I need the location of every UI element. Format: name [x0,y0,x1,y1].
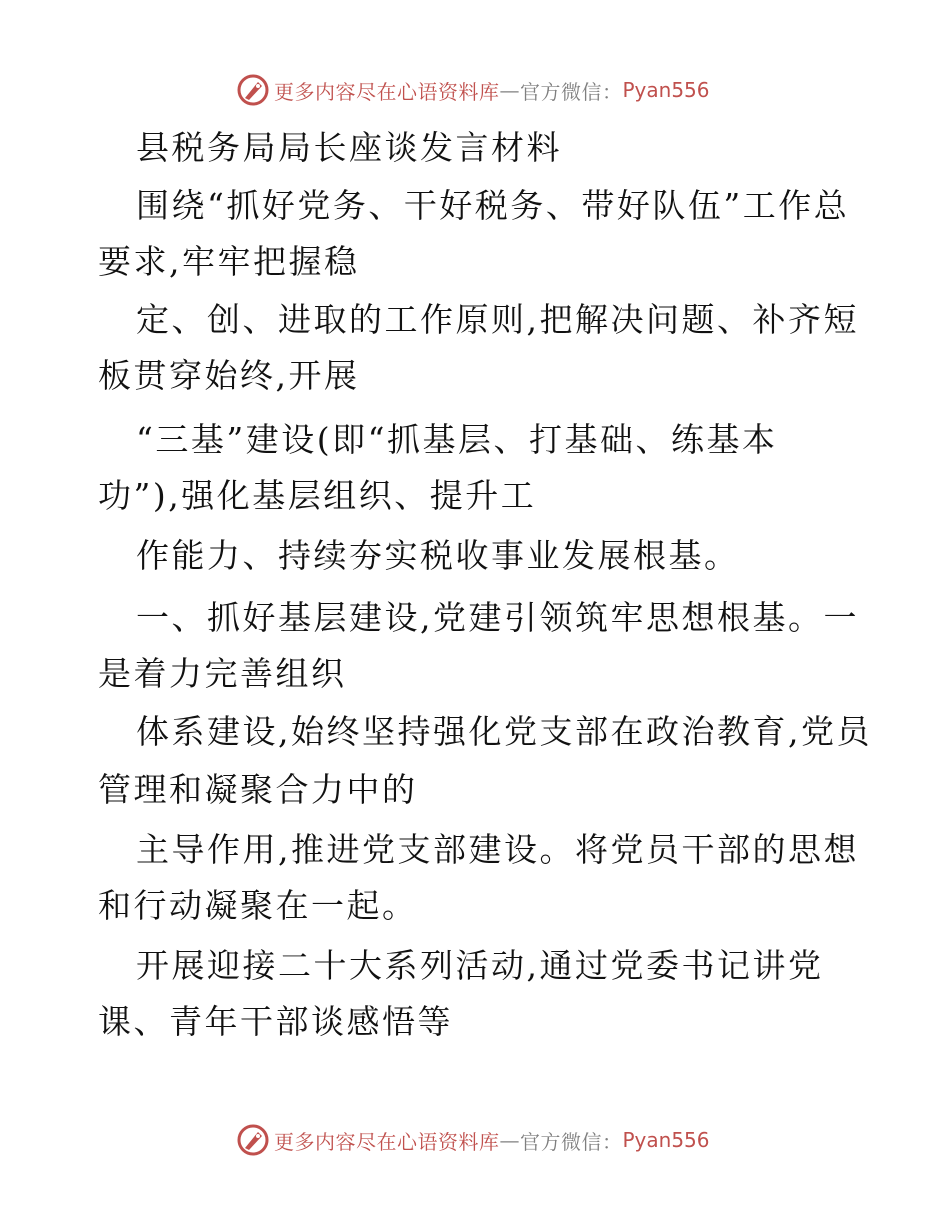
watermark-separator: — [499,1128,520,1152]
watermark-handle: Pyan556 [622,1128,710,1152]
paragraph-line: 作能力、持续夯实税收事业发展根基。 [136,536,740,575]
paragraph-line: 和行动凝聚在一起。 [98,886,418,925]
paragraph-line: 管理和凝聚合力中的 [98,770,418,809]
watermark-text: 更多内容尽在心语资料库 [274,79,500,104]
watermark-text: 更多内容尽在心语资料库 [274,1129,500,1154]
paragraph-line: 围绕“抓好党务、干好税务、带好队伍”工作总 [136,186,850,225]
paragraph-line: 要求,牢牢把握稳 [98,242,360,281]
paragraph-line: 体系建设,始终坚持强化党支部在政治教育,党员 [136,712,872,751]
paragraph-line: 功”),强化基层组织、提升工 [98,476,537,515]
paragraph-line: 主导作用,推进党支部建设。将党员干部的思想 [136,830,859,869]
watermark-separator: — [499,78,520,102]
watermark-label: 官方微信： [520,1129,623,1154]
paragraph-line: “三基”建设(即“抓基层、打基础、练基本 [136,420,778,459]
footer-watermark [236,1122,710,1158]
watermark-label: 官方微信： [520,79,623,104]
section-heading-line: 一、抓好基层建设,党建引领筑牢思想根基。一 [136,598,859,637]
paragraph-line: 开展迎接二十大系列活动,通过党委书记讲党 [136,946,824,985]
watermark-handle: Pyan556 [622,78,710,102]
header-watermark [236,72,710,108]
paragraph-line: 定、创、进取的工作原则,把解决问题、补齐短 [136,300,859,339]
pen-nib-logo-icon [236,1123,270,1157]
paragraph-line: 板贯穿始终,开展 [98,356,360,395]
document-title: 县税务局局长座谈发言材料 [136,128,562,167]
paragraph-line: 是着力完善组织 [98,654,347,693]
paragraph-line: 课、青年干部谈感悟等 [98,1002,453,1041]
pen-nib-logo-icon [236,73,270,107]
